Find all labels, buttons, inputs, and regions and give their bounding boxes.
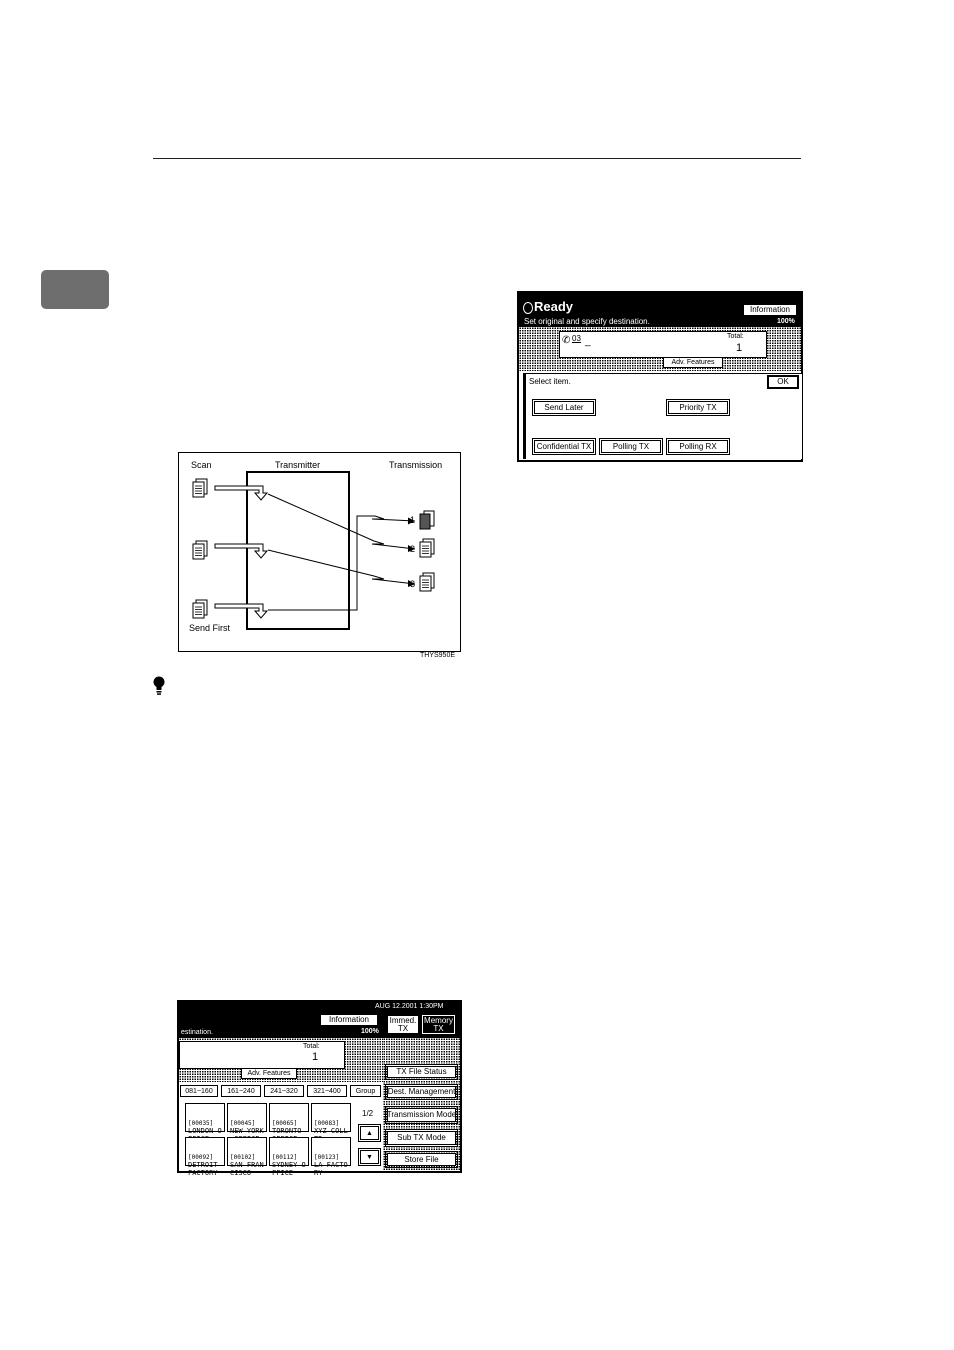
quick-dial-la-factory[interactable] bbox=[311, 1137, 351, 1177]
page-down-button[interactable] bbox=[360, 1150, 379, 1164]
scan-arrow-3 bbox=[215, 604, 267, 618]
quick-dial-line1: LA FACTO bbox=[314, 1161, 348, 1169]
dest-document-3 bbox=[420, 573, 434, 591]
transmitter-label: Transmitter bbox=[275, 460, 321, 470]
transmission-mode-button[interactable]: Transmission Mode bbox=[387, 1108, 456, 1122]
date-time: AUG 12.2001 1:30PM bbox=[375, 1003, 444, 1010]
quick-dial-line2: FACTORY bbox=[188, 1169, 218, 1177]
immed-tx-line2: TX bbox=[397, 1023, 409, 1033]
store-file-button[interactable]: Store File bbox=[387, 1153, 456, 1166]
information-button[interactable]: Information bbox=[743, 304, 797, 316]
lightbulb-icon bbox=[152, 676, 166, 695]
ok-label: OK bbox=[777, 377, 789, 386]
quick-dial-line1: TORONTO bbox=[272, 1127, 302, 1135]
quick-dial-code: [00102] bbox=[230, 1154, 256, 1161]
up-arrow-icon: ▲ bbox=[366, 1129, 373, 1137]
quick-dial-code: [00123] bbox=[314, 1154, 340, 1161]
send-first-diagram bbox=[178, 452, 461, 652]
total-value: 1 bbox=[736, 342, 743, 354]
screen2-total-label: Total: bbox=[303, 1043, 320, 1050]
scan-document-3 bbox=[193, 600, 207, 618]
confidential-tx-button[interactable]: Confidential TX bbox=[534, 440, 594, 453]
destination-number: 03 bbox=[572, 334, 581, 343]
dest-document-1 bbox=[420, 511, 434, 529]
quick-dial-toronto-office[interactable] bbox=[269, 1103, 309, 1135]
quick-dial-code: [00092] bbox=[188, 1154, 214, 1161]
top-rule bbox=[153, 158, 801, 159]
information-button-2[interactable]: Information bbox=[320, 1014, 378, 1026]
sub-tx-mode-button[interactable]: Sub TX Mode bbox=[387, 1131, 456, 1145]
memory-indicator: 100% bbox=[777, 318, 795, 325]
transmission-label: Transmission bbox=[389, 460, 443, 470]
send-later-button[interactable]: Send Later bbox=[534, 401, 594, 414]
scan-label: Scan bbox=[191, 460, 212, 470]
memory-tx-screen bbox=[177, 1000, 462, 1177]
quick-dial-code: [00083] bbox=[314, 1120, 340, 1127]
range-tab-081-160[interactable]: 081~160 bbox=[180, 1085, 218, 1097]
scan-arrow-2 bbox=[215, 544, 267, 558]
dest-number-1: 1 bbox=[410, 515, 416, 525]
quick-dial-sydney-office[interactable] bbox=[269, 1137, 309, 1177]
quick-dial-line1: NEW YORK bbox=[230, 1127, 264, 1135]
phone-icon: ✆ bbox=[562, 335, 571, 346]
quick-dial-line1: SYDNEY O bbox=[272, 1161, 306, 1169]
send-first-label: Send First bbox=[189, 623, 231, 633]
quick-dial-xyz-coll[interactable] bbox=[311, 1103, 351, 1135]
polling-tx-button[interactable]: Polling TX bbox=[601, 440, 661, 453]
scan-arrow-1 bbox=[215, 486, 267, 500]
quick-dial-line1: XYZ COLL bbox=[314, 1127, 348, 1135]
memory-tx-line2: TX bbox=[433, 1023, 444, 1033]
diagram-drawing bbox=[179, 453, 460, 651]
screen2-adv-features-tab[interactable]: Adv. Features bbox=[241, 1068, 297, 1079]
select-item-label: Select item. bbox=[529, 377, 571, 386]
quick-dial-line2: FFICE bbox=[272, 1169, 294, 1177]
range-tab-241-320[interactable]: 241~320 bbox=[264, 1085, 304, 1097]
memory-indicator-2: 100% bbox=[361, 1028, 379, 1035]
quick-dial-san-francisco[interactable] bbox=[227, 1137, 267, 1177]
quick-dial-code: [00045] bbox=[230, 1120, 256, 1127]
memory-tx-line1: Memory bbox=[424, 1015, 453, 1025]
screen2-right-area bbox=[383, 1038, 460, 1171]
priority-tx-button[interactable]: Priority TX bbox=[668, 401, 728, 414]
dest-number-2: 2 bbox=[410, 544, 416, 554]
memory-tx-button[interactable] bbox=[422, 1015, 455, 1034]
quick-dial-line2: RY bbox=[314, 1169, 323, 1177]
immed-tx-line1: Immed. bbox=[389, 1015, 417, 1025]
down-arrow-icon: ▼ bbox=[366, 1153, 373, 1161]
page-indicator: 1/2 bbox=[362, 1109, 374, 1118]
destination-cursor: _ bbox=[585, 336, 591, 347]
scan-document-1 bbox=[193, 479, 207, 497]
ok-button[interactable] bbox=[767, 375, 799, 389]
quick-dial-line1: DETROIT bbox=[188, 1161, 218, 1169]
dest-number-3: 3 bbox=[410, 579, 416, 589]
quick-dial-new-york-office[interactable] bbox=[227, 1103, 267, 1135]
destination-label: estination. bbox=[181, 1029, 213, 1036]
quick-dial-code: [00065] bbox=[272, 1120, 298, 1127]
quick-dial-line1: SAN FRAN bbox=[230, 1161, 264, 1169]
quick-dial-code: [00035] bbox=[188, 1120, 214, 1127]
diagram-code: THYS950E bbox=[420, 652, 456, 659]
quick-dial-line1: LONDON O bbox=[188, 1127, 222, 1135]
ready-status: Ready bbox=[534, 299, 574, 314]
ready-instruction: Set original and specify destination. bbox=[524, 317, 650, 326]
ready-screen bbox=[517, 291, 803, 462]
quick-dial-line2: CISCO bbox=[230, 1169, 252, 1177]
scan-document-2 bbox=[193, 541, 207, 559]
dest-management-button[interactable]: Dest. Management bbox=[387, 1087, 456, 1096]
chapter-tab bbox=[41, 270, 109, 309]
range-tab-group[interactable]: Group bbox=[350, 1085, 381, 1097]
quick-dial-code: [00112] bbox=[272, 1154, 298, 1161]
polling-rx-button[interactable]: Polling RX bbox=[668, 440, 728, 453]
quick-dial-detroit-factory[interactable] bbox=[185, 1137, 225, 1177]
immed-tx-button[interactable] bbox=[387, 1015, 419, 1034]
screen2-total-value: 1 bbox=[312, 1051, 319, 1063]
quick-dial-london-office[interactable] bbox=[185, 1103, 225, 1135]
range-tab-161-240[interactable]: 161~240 bbox=[221, 1085, 261, 1097]
ready-status-icon bbox=[523, 302, 533, 314]
page-up-button[interactable] bbox=[360, 1126, 379, 1140]
total-label: Total: bbox=[727, 333, 744, 340]
tx-file-status-button[interactable]: TX File Status bbox=[387, 1066, 456, 1078]
screen2-dest-box bbox=[179, 1041, 345, 1069]
range-tab-321-400[interactable]: 321~400 bbox=[307, 1085, 347, 1097]
dest-document-2 bbox=[420, 539, 434, 557]
adv-features-tab[interactable]: Adv. Features bbox=[663, 357, 723, 368]
